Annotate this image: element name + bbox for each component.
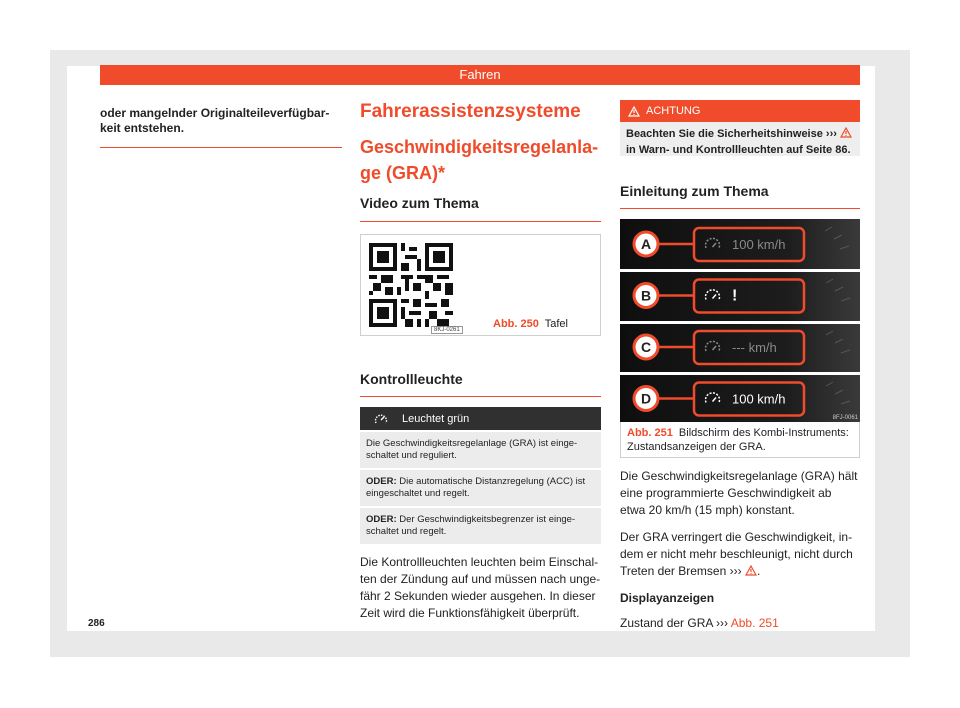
column-3 <box>620 100 860 632</box>
dash-row-value: ! <box>732 287 738 305</box>
subsection-title-line2: ge (GRA)* <box>360 163 445 183</box>
section-title: Fahrerassistenzsysteme <box>360 101 581 122</box>
display-heading: Displayanzeigen <box>620 591 715 605</box>
body-paragraph-1: Die Geschwindigkeitsregelanlage (GRA) hält eine programmierte Geschwindigkeit ab etwa 20 km/h (15 mph) konstant. <box>620 469 858 517</box>
warning-triangle-icon <box>628 106 640 117</box>
warning-box-header <box>620 100 860 122</box>
warning-triangle-icon[interactable] <box>840 127 852 143</box>
speedometer-icon <box>360 413 402 425</box>
figure-number: Abb. 250 <box>493 318 539 330</box>
body-paragraph: Die Kontrollleuchten leuchten beim Einschal-ten der Zündung auf und müssen nach unge-fähr 2 Sekunden wieder ausgehen. In dieser Zeit wird die Funktionsfähigkeit überprüft. <box>360 555 601 620</box>
dash-display <box>620 219 860 422</box>
chapter-header: Fahren <box>100 65 860 85</box>
warning-title: ACHTUNG <box>646 105 701 117</box>
dash-row-value: --- km/h <box>732 340 777 355</box>
column-1 <box>100 100 342 148</box>
video-heading: Video zum Thema <box>360 194 601 222</box>
warning-line1: Beachten Sie die Sicherheitshinweise ››› <box>626 128 837 140</box>
subsection-title-line1: Geschwindigkeitsregelanla- <box>360 137 599 157</box>
qr-code-label: 8KJ-0261 <box>431 326 463 334</box>
paragraph-end: . <box>756 564 761 578</box>
column-2 <box>360 100 601 622</box>
figure-250 <box>360 234 601 336</box>
figure-reference-link[interactable]: Abb. 251 <box>730 616 779 630</box>
row-text: Die automatische Distanzregelung (ACC) ist eingeschaltet und regelt. <box>366 476 586 499</box>
warning-triangle-icon[interactable] <box>745 564 757 581</box>
paragraph-text: Zustand der GRA ››› <box>620 616 729 630</box>
dash-row-label: D <box>640 390 652 407</box>
row-prefix: ODER: <box>366 476 397 487</box>
instrument-cluster-image <box>620 219 860 422</box>
table-row <box>360 470 601 506</box>
dash-row-value: 100 km/h <box>732 237 786 252</box>
dash-row-label: A <box>640 236 652 252</box>
intro-heading: Einleitung zum Thema <box>620 182 860 209</box>
table-row <box>360 432 601 468</box>
table-header <box>360 407 601 430</box>
qr-code[interactable] <box>369 243 453 327</box>
figure-caption-text: Tafel <box>544 318 568 330</box>
warning-lights-table <box>360 407 601 544</box>
dash-row-value: 100 km/h <box>732 391 786 407</box>
image-code: 8FJ-0061 <box>832 415 858 421</box>
body-paragraph-3 <box>620 615 860 632</box>
row-prefix: ODER: <box>366 514 397 525</box>
warning-line2[interactable]: in Warn- und Kontrollleuchten auf Seite 86. <box>626 144 851 156</box>
body-paragraph-2 <box>620 529 860 581</box>
row-text: Die Geschwindigkeitsregelanlage (GRA) ist einge-schaltet und reguliert. <box>366 438 578 461</box>
subsection-title <box>360 134 601 186</box>
figure-number: Abb. 251 <box>627 427 673 439</box>
warning-box-body <box>620 122 860 156</box>
page-number: 286 <box>88 618 105 629</box>
table-header-label: Leuchtet grün <box>402 412 470 425</box>
dash-row-label: C <box>640 339 652 355</box>
dash-row-label: B <box>640 287 652 304</box>
figure-caption <box>493 318 568 330</box>
figure-caption <box>620 422 860 458</box>
table-row <box>360 508 601 544</box>
warning-lights-heading: Kontrollleuchte <box>360 370 601 397</box>
figure-caption-text: Bildschirm des Kombi-Instruments: Zustandsanzeigen der GRA. <box>627 427 849 453</box>
continued-text: oder mangelnder Originalteileverfügbar-keit entstehen. <box>100 100 342 148</box>
paragraph-text: Der GRA verringert die Geschwindigkeit, in-dem er nicht mehr beschleunigt, nicht durch Treten der Bremsen ››› <box>620 530 853 578</box>
row-text: Der Geschwindigkeitsbegrenzer ist einge-schaltet und regelt. <box>366 514 576 537</box>
